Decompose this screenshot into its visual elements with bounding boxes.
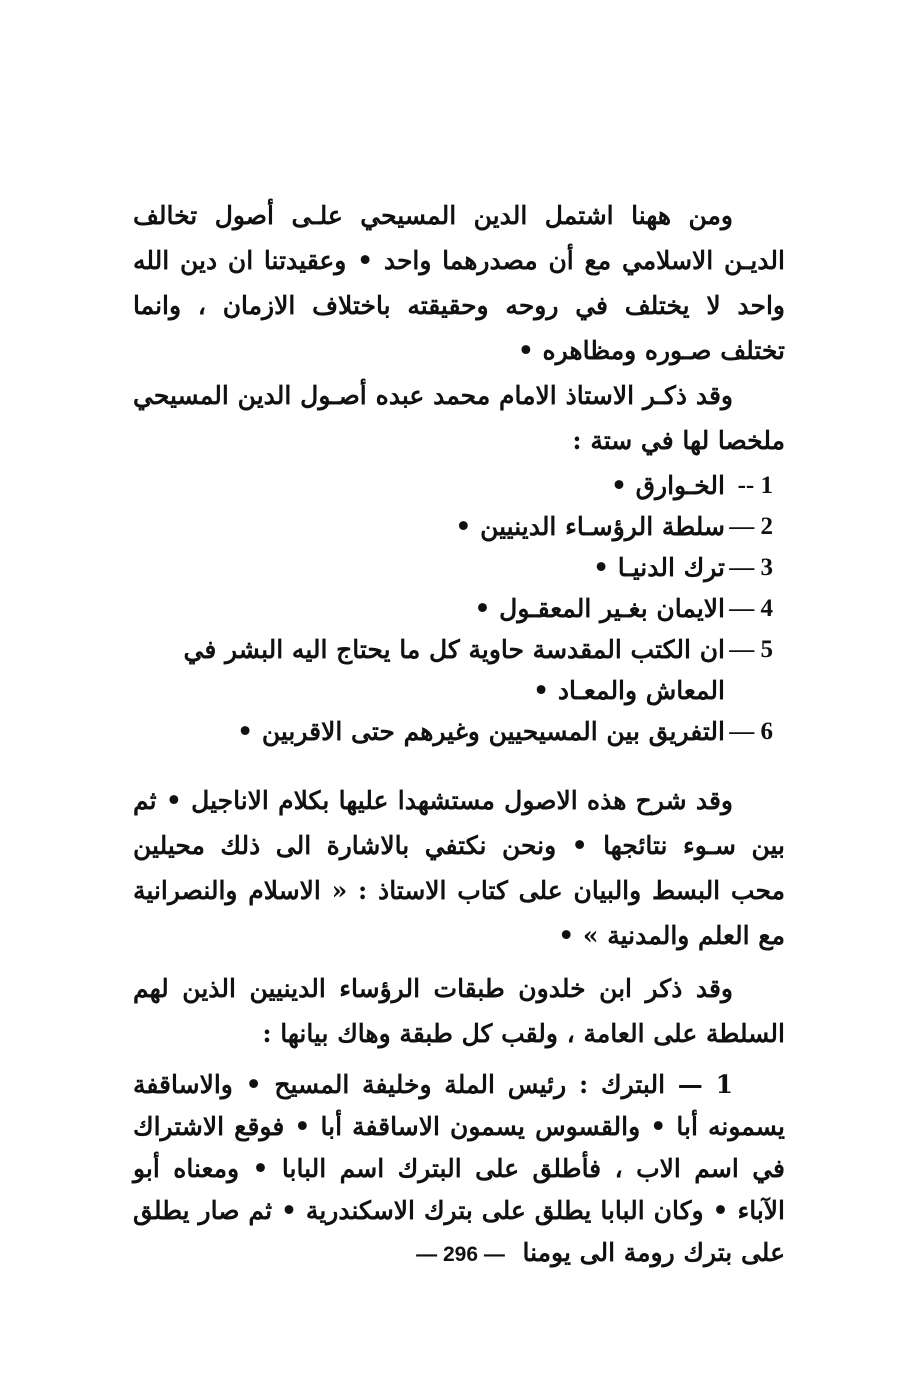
- list-item-number: 4 —: [729, 595, 773, 622]
- paragraph-differences: ومن ههنا اشتمل الدين المسيحي علـى أصول تخالف الديـن الاسلامي مع أن مصدرهما واحد • وعقيدتنا ان دين الله واحد لا يختلف في روحه وحقيقته باختلاف الازمان ، وانما تختلف صـوره ومظاهره •: [133, 201, 785, 365]
- list-item-text: التفريق بين المسيحيين وغيرهم حتى الاقربين •: [237, 717, 725, 746]
- list-item-number: 2 —: [729, 513, 773, 540]
- list-item-text: الايمان بغـير المعقـول •: [474, 594, 725, 623]
- list-item-number: 3 —: [729, 554, 773, 581]
- list-item-number: 6 —: [729, 718, 773, 745]
- list-item-number: 1 --: [737, 472, 773, 499]
- list-item-number: 5 —: [729, 636, 773, 663]
- list-item: [133, 588, 785, 629]
- list-item: [133, 711, 785, 752]
- paragraph-abduh-intro: وقد ذكـر الاستاذ الامام محمد عبده أصـول الدين المسيحي ملخصا لها في ستة :: [133, 381, 785, 455]
- list-item-text: ان الكتب المقدسة حاوية كل ما يحتاج اليه البشر في المعاش والمعـاد •: [183, 635, 725, 705]
- list-item: [133, 629, 785, 711]
- paragraph-ibn-khaldun: وقد ذكر ابن خلدون طبقات الرؤساء الدينيين الذين لهم السلطة على العامة ، ولقب كل طبقة وهاك بيانها :: [133, 974, 785, 1048]
- list-item-text: الخـوارق •: [610, 471, 725, 500]
- principles-list: [133, 465, 785, 752]
- list-item: [133, 465, 785, 506]
- paragraph-explanation: وقد شرح هذه الاصول مستشهدا عليها بكلام الاناجيل • ثم بين سـوء نتائجها • ونحن نكتفي بالاشارة الى ذلك محيلين محب البسط والبيان على كتاب الاستاذ : « الاسلام والنصرانية مع العلم والمدنية » •: [133, 786, 785, 950]
- list-item-text: سلطة الرؤسـاء الدينيين •: [455, 512, 725, 541]
- paragraph-patriarch: 1 — البترك : رئيس الملة وخليفة المسيح • والاساقفة يسمونه أبا • والقسوس يسمون الاساقفة أبا • فوقع الاشتراك في اسم الاب ، فأطلق على البترك اسم البابا • ومعناه أبو الآباء • وكان البابا يطلق على بترك الاسكندرية • ثم صار يطلق على بترك رومة الى يومنا: [133, 1070, 785, 1267]
- list-item: [133, 506, 785, 547]
- list-item-text: ترك الدنيـا •: [593, 553, 725, 582]
- list-item: [133, 547, 785, 588]
- page-number: — 296 —: [416, 1243, 505, 1266]
